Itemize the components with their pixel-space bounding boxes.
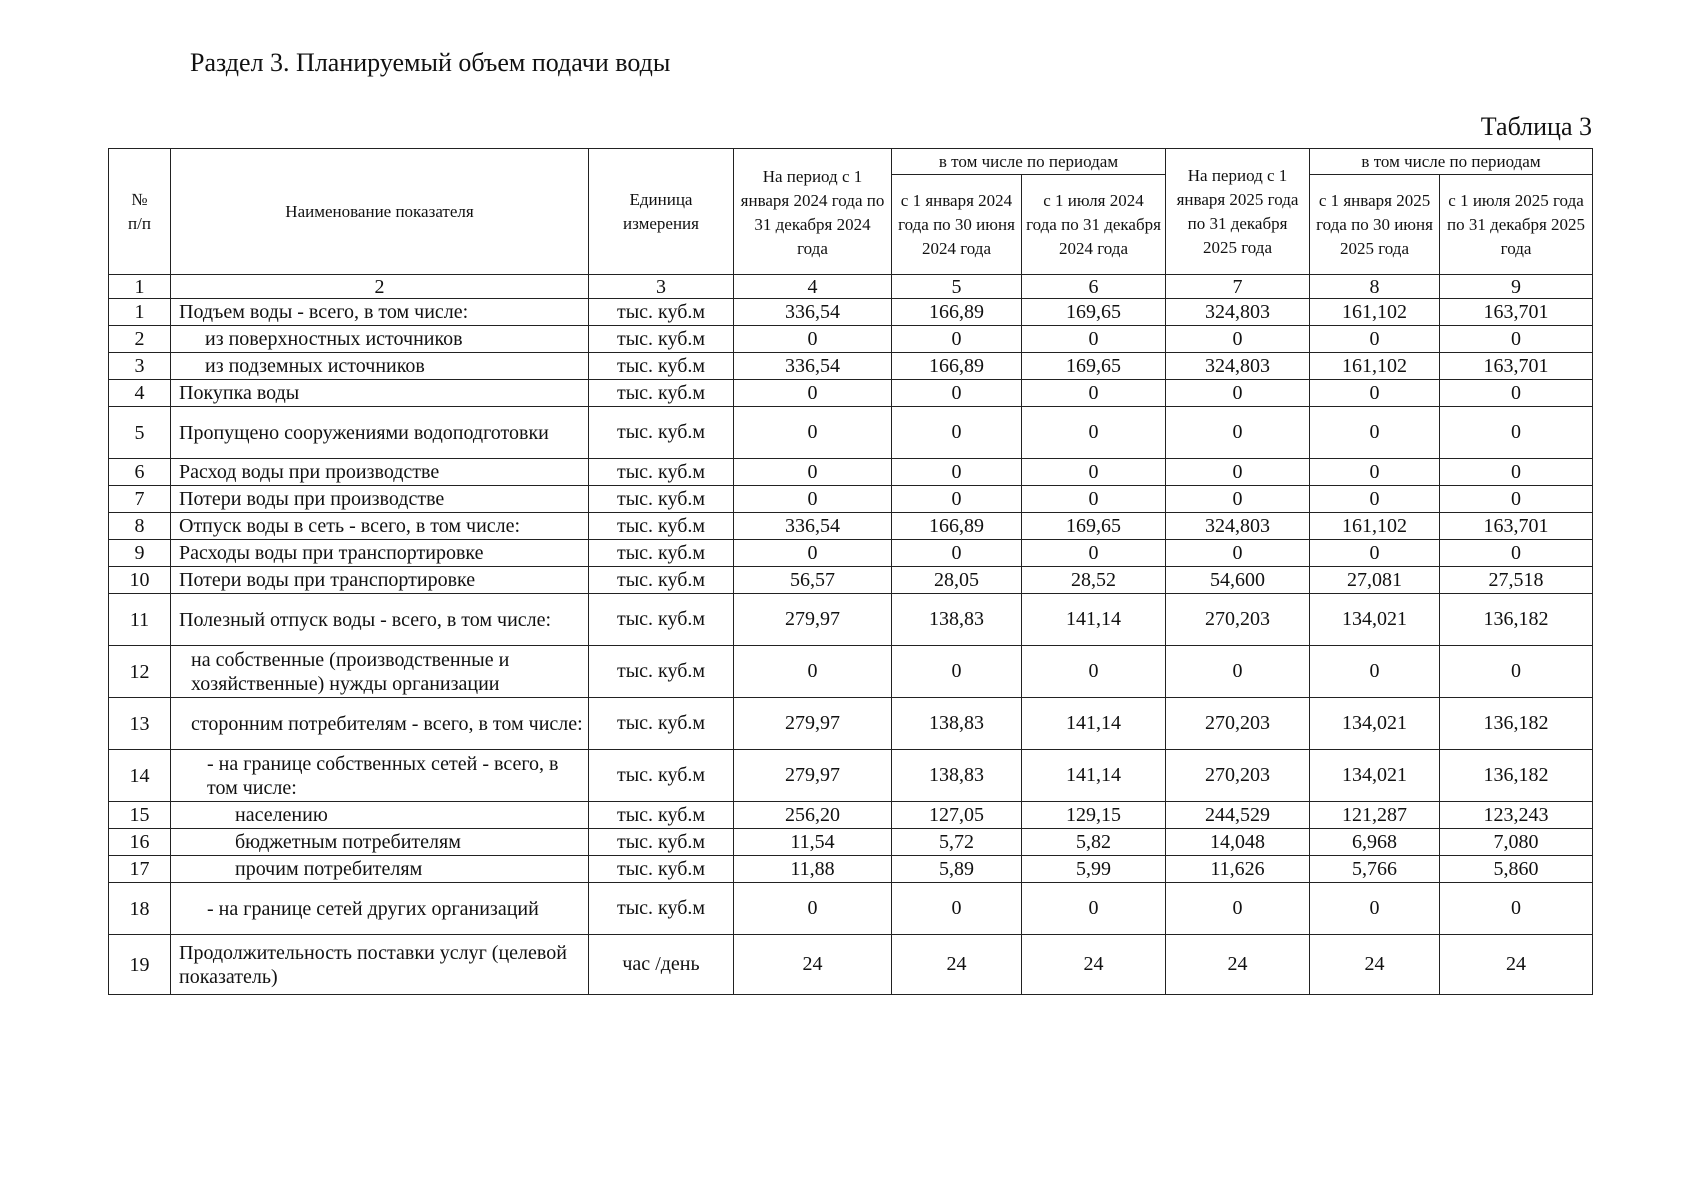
row-value: 0 (1310, 459, 1440, 486)
row-number: 16 (109, 829, 171, 856)
row-value: 24 (1440, 935, 1593, 995)
row-name: Подъем воды - всего, в том числе: (171, 299, 589, 326)
table-row (109, 299, 1593, 326)
row-unit: тыс. куб.м (589, 856, 734, 883)
row-value: 24 (1310, 935, 1440, 995)
table-row (109, 802, 1593, 829)
row-value: 141,14 (1022, 750, 1166, 802)
row-unit: тыс. куб.м (589, 698, 734, 750)
row-value: 0 (1022, 459, 1166, 486)
row-name: Отпуск воды в сеть - всего, в том числе: (171, 513, 589, 540)
row-value: 0 (1440, 646, 1593, 698)
row-value: 0 (1310, 380, 1440, 407)
row-number: 7 (109, 486, 171, 513)
row-unit: тыс. куб.м (589, 594, 734, 646)
row-value: 279,97 (734, 698, 892, 750)
row-unit: тыс. куб.м (589, 380, 734, 407)
table-row (109, 353, 1593, 380)
row-unit: тыс. куб.м (589, 829, 734, 856)
row-unit: тыс. куб.м (589, 353, 734, 380)
row-value: 0 (1166, 883, 1310, 935)
row-value: 0 (1310, 646, 1440, 698)
row-value: 0 (892, 380, 1022, 407)
row-value: 0 (892, 326, 1022, 353)
row-value: 0 (734, 407, 892, 459)
row-value: 28,05 (892, 567, 1022, 594)
column-number: 8 (1310, 275, 1440, 299)
table-row (109, 380, 1593, 407)
row-value: 161,102 (1310, 299, 1440, 326)
row-value: 0 (734, 646, 892, 698)
row-value: 0 (1310, 883, 1440, 935)
row-value: 324,803 (1166, 513, 1310, 540)
row-value: 141,14 (1022, 698, 1166, 750)
row-value: 24 (1166, 935, 1310, 995)
row-value: 0 (892, 646, 1022, 698)
row-value: 136,182 (1440, 594, 1593, 646)
row-number: 2 (109, 326, 171, 353)
row-value: 270,203 (1166, 698, 1310, 750)
row-name: из поверхностных источников (171, 326, 589, 353)
row-number: 1 (109, 299, 171, 326)
column-numbers-row (109, 275, 1593, 299)
column-number: 2 (171, 275, 589, 299)
row-number: 10 (109, 567, 171, 594)
water-supply-table (108, 148, 1593, 995)
column-number: 4 (734, 275, 892, 299)
row-value: 163,701 (1440, 513, 1593, 540)
row-value: 11,88 (734, 856, 892, 883)
row-number: 5 (109, 407, 171, 459)
header-no: № п/п (109, 149, 171, 275)
row-name: Полезный отпуск воды - всего, в том числе: (171, 594, 589, 646)
row-name: Потери воды при транспортировке (171, 567, 589, 594)
row-number: 8 (109, 513, 171, 540)
row-value: 163,701 (1440, 299, 1593, 326)
row-name: - на границе собственных сетей - всего, в том числе: (171, 750, 589, 802)
row-name: из подземных источников (171, 353, 589, 380)
row-value: 161,102 (1310, 353, 1440, 380)
row-name: Покупка воды (171, 380, 589, 407)
row-value: 0 (1022, 486, 1166, 513)
table-row (109, 407, 1593, 459)
row-value: 54,600 (1166, 567, 1310, 594)
row-value: 324,803 (1166, 353, 1310, 380)
row-value: 5,766 (1310, 856, 1440, 883)
row-name: - на границе сетей других организаций (171, 883, 589, 935)
row-value: 24 (892, 935, 1022, 995)
row-value: 279,97 (734, 594, 892, 646)
row-value: 0 (1166, 486, 1310, 513)
row-number: 17 (109, 856, 171, 883)
row-value: 336,54 (734, 513, 892, 540)
row-number: 6 (109, 459, 171, 486)
column-number: 3 (589, 275, 734, 299)
section-title: Раздел 3. Планируемый объем подачи воды (190, 48, 671, 77)
header-unit: Единица измерения (589, 149, 734, 275)
table-row (109, 594, 1593, 646)
table-row (109, 883, 1593, 935)
row-value: 136,182 (1440, 750, 1593, 802)
row-value: 27,081 (1310, 567, 1440, 594)
row-value: 127,05 (892, 802, 1022, 829)
row-value: 336,54 (734, 353, 892, 380)
row-value: 0 (1440, 486, 1593, 513)
row-value: 166,89 (892, 299, 1022, 326)
table-row (109, 829, 1593, 856)
table-row (109, 935, 1593, 995)
row-number: 14 (109, 750, 171, 802)
row-unit: тыс. куб.м (589, 567, 734, 594)
column-number: 9 (1440, 275, 1593, 299)
row-number: 18 (109, 883, 171, 935)
table-row (109, 750, 1593, 802)
row-unit: тыс. куб.м (589, 513, 734, 540)
row-value: 11,626 (1166, 856, 1310, 883)
row-value: 0 (892, 883, 1022, 935)
table-row (109, 486, 1593, 513)
row-value: 7,080 (1440, 829, 1593, 856)
table-row (109, 567, 1593, 594)
header-h2-2025: с 1 июля 2025 года по 31 декабря 2025 года (1440, 175, 1593, 275)
row-value: 0 (1022, 326, 1166, 353)
row-value: 5,72 (892, 829, 1022, 856)
row-number: 15 (109, 802, 171, 829)
row-unit: тыс. куб.м (589, 802, 734, 829)
row-name: на собственные (производственные и хозяйственные) нужды организации (171, 646, 589, 698)
row-value: 0 (1022, 646, 1166, 698)
row-name: Расходы воды при транспортировке (171, 540, 589, 567)
row-value: 0 (1440, 326, 1593, 353)
row-value: 0 (1022, 407, 1166, 459)
row-value: 244,529 (1166, 802, 1310, 829)
row-unit: тыс. куб.м (589, 883, 734, 935)
column-number: 5 (892, 275, 1022, 299)
row-value: 0 (1022, 540, 1166, 567)
row-value: 141,14 (1022, 594, 1166, 646)
row-number: 11 (109, 594, 171, 646)
row-value: 0 (734, 486, 892, 513)
row-value: 0 (1310, 407, 1440, 459)
column-number: 1 (109, 275, 171, 299)
row-name: Потери воды при производстве (171, 486, 589, 513)
row-value: 0 (1440, 407, 1593, 459)
row-value: 0 (1166, 380, 1310, 407)
row-value: 5,99 (1022, 856, 1166, 883)
row-value: 0 (892, 486, 1022, 513)
row-value: 166,89 (892, 513, 1022, 540)
row-value: 169,65 (1022, 353, 1166, 380)
header-name: Наименование показателя (171, 149, 589, 275)
row-number: 19 (109, 935, 171, 995)
row-value: 169,65 (1022, 299, 1166, 326)
row-value: 0 (1440, 459, 1593, 486)
row-value: 5,89 (892, 856, 1022, 883)
table-label: Таблица 3 (1480, 112, 1592, 141)
header-period-2024: На период с 1 января 2024 года по 31 декабря 2024 года (734, 149, 892, 275)
row-name: Расход воды при производстве (171, 459, 589, 486)
table-row (109, 540, 1593, 567)
row-value: 0 (892, 459, 1022, 486)
row-value: 121,287 (1310, 802, 1440, 829)
row-value: 0 (1022, 380, 1166, 407)
row-value: 0 (1166, 459, 1310, 486)
row-value: 136,182 (1440, 698, 1593, 750)
row-value: 0 (1022, 883, 1166, 935)
row-value: 24 (734, 935, 892, 995)
row-value: 0 (1310, 326, 1440, 353)
row-number: 3 (109, 353, 171, 380)
row-value: 134,021 (1310, 750, 1440, 802)
column-number: 7 (1166, 275, 1310, 299)
row-value: 0 (1440, 540, 1593, 567)
row-value: 0 (734, 459, 892, 486)
row-value: 0 (734, 540, 892, 567)
row-value: 336,54 (734, 299, 892, 326)
header-incl-periods-2024: в том числе по периодам (892, 149, 1166, 175)
row-name: Продолжительность поставки услуг (целевой показатель) (171, 935, 589, 995)
row-value: 123,243 (1440, 802, 1593, 829)
header-h1-2024: с 1 января 2024 года по 30 июня 2024 года (892, 175, 1022, 275)
header-incl-periods-2025: в том числе по периодам (1310, 149, 1593, 175)
row-number: 4 (109, 380, 171, 407)
row-value: 0 (1310, 540, 1440, 567)
row-value: 134,021 (1310, 698, 1440, 750)
row-value: 5,860 (1440, 856, 1593, 883)
row-value: 0 (1440, 883, 1593, 935)
row-value: 0 (1166, 540, 1310, 567)
row-name: населению (171, 802, 589, 829)
row-value: 161,102 (1310, 513, 1440, 540)
row-value: 0 (892, 540, 1022, 567)
row-number: 9 (109, 540, 171, 567)
row-unit: тыс. куб.м (589, 540, 734, 567)
table-row (109, 646, 1593, 698)
row-unit: тыс. куб.м (589, 407, 734, 459)
row-value: 0 (1310, 486, 1440, 513)
row-value: 166,89 (892, 353, 1022, 380)
row-value: 0 (734, 380, 892, 407)
table-row (109, 459, 1593, 486)
row-value: 11,54 (734, 829, 892, 856)
table-row (109, 513, 1593, 540)
row-name: сторонним потребителям - всего, в том числе: (171, 698, 589, 750)
row-number: 12 (109, 646, 171, 698)
row-value: 5,82 (1022, 829, 1166, 856)
row-value: 56,57 (734, 567, 892, 594)
row-unit: тыс. куб.м (589, 459, 734, 486)
row-name: бюджетным потребителям (171, 829, 589, 856)
row-number: 13 (109, 698, 171, 750)
row-value: 138,83 (892, 750, 1022, 802)
row-name: прочим потребителям (171, 856, 589, 883)
row-unit: тыс. куб.м (589, 299, 734, 326)
row-value: 0 (1166, 646, 1310, 698)
row-unit: тыс. куб.м (589, 326, 734, 353)
header-h1-2025: с 1 января 2025 года по 30 июня 2025 года (1310, 175, 1440, 275)
row-value: 0 (1166, 407, 1310, 459)
row-value: 324,803 (1166, 299, 1310, 326)
column-number: 6 (1022, 275, 1166, 299)
row-value: 0 (892, 407, 1022, 459)
row-name: Пропущено сооружениями водоподготовки (171, 407, 589, 459)
row-value: 28,52 (1022, 567, 1166, 594)
row-value: 270,203 (1166, 594, 1310, 646)
row-unit: тыс. куб.м (589, 486, 734, 513)
row-unit: час /день (589, 935, 734, 995)
table-row (109, 856, 1593, 883)
row-value: 0 (734, 326, 892, 353)
table-row (109, 326, 1593, 353)
header-h2-2024: с 1 июля 2024 года по 31 декабря 2024 года (1022, 175, 1166, 275)
row-unit: тыс. куб.м (589, 646, 734, 698)
row-value: 169,65 (1022, 513, 1166, 540)
row-value: 256,20 (734, 802, 892, 829)
row-value: 24 (1022, 935, 1166, 995)
row-value: 279,97 (734, 750, 892, 802)
row-value: 270,203 (1166, 750, 1310, 802)
row-value: 27,518 (1440, 567, 1593, 594)
row-value: 138,83 (892, 698, 1022, 750)
row-value: 14,048 (1166, 829, 1310, 856)
row-value: 0 (1166, 326, 1310, 353)
table-row (109, 698, 1593, 750)
row-value: 6,968 (1310, 829, 1440, 856)
row-value: 0 (734, 883, 892, 935)
row-value: 134,021 (1310, 594, 1440, 646)
row-unit: тыс. куб.м (589, 750, 734, 802)
header-period-2025: На период с 1 января 2025 года по 31 декабря 2025 года (1166, 149, 1310, 275)
row-value: 129,15 (1022, 802, 1166, 829)
row-value: 0 (1440, 380, 1593, 407)
row-value: 163,701 (1440, 353, 1593, 380)
row-value: 138,83 (892, 594, 1022, 646)
